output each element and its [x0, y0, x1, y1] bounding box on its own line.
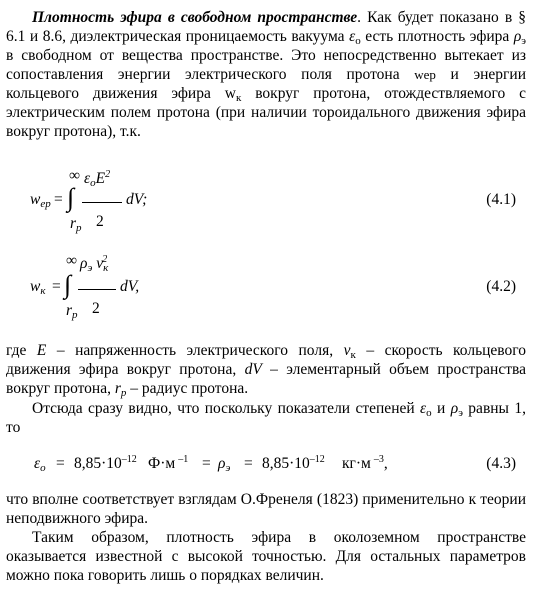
symbol-w: w — [224, 85, 236, 102]
equation-4-1 — [0, 163, 535, 233]
equation-4-3 — [0, 453, 535, 477]
eq-differential: dV; — [126, 191, 148, 208]
paragraph-intro — [6, 8, 526, 141]
text-segment: – скорость кольцевого движения эфира вокруг протона, — [6, 342, 526, 378]
fraction-line — [82, 202, 122, 203]
text-segment: – радиус протона. — [126, 380, 249, 397]
symbol-r: r — [114, 380, 121, 397]
text-segment: и — [431, 400, 451, 417]
text-segment: есть плотность эфира — [360, 28, 514, 45]
eq-value: $8,85\cdot 10^{-12}$ — [74, 454, 137, 472]
text-segment: – напряженность электрического поля, — [46, 342, 344, 359]
eq-equals: = — [244, 455, 253, 472]
symbol-rho: ρ — [513, 28, 522, 45]
eq-value: $8,85\cdot 10^{-12}$ — [262, 454, 325, 472]
fraction-numerator: $\rho_э$ $v_к^2$ — [80, 254, 109, 274]
text-segment: – элементарный объем пространства вокруг протона, — [6, 361, 526, 397]
symbol-subscript: к — [235, 92, 242, 104]
symbol-dV: dV — [244, 361, 262, 378]
paragraph-definitions — [6, 341, 526, 398]
symbol-subscript: о — [355, 35, 361, 47]
symbol-rho: ρ — [450, 400, 459, 417]
eq-lhs: $w_{ер}$ — [30, 191, 51, 210]
integral-lower-limit: $r_p$ — [66, 302, 78, 321]
fraction-line — [78, 289, 116, 290]
text-segment: . Как будет показано в § 6.1 и 8.6, диэлектрическая проницаемость вакуума — [6, 9, 526, 45]
symbol-epsilon: ε — [420, 400, 427, 417]
paragraph-exponents — [6, 399, 526, 437]
eq-equals: = — [52, 278, 61, 295]
eq-unit: Ф·м $^{-1}$ — [148, 454, 189, 472]
symbol-subscript: о — [426, 407, 432, 419]
eq-rho: $\rho_э$ — [218, 455, 231, 474]
integral-upper-limit: ∞ — [66, 252, 78, 269]
eq-equals: = — [54, 191, 63, 208]
symbol-subscript: э — [521, 35, 526, 47]
text-segment: и энергии кольцевого движения эфира — [6, 66, 526, 102]
symbol-E: E — [36, 342, 47, 359]
symbol-subscript: к — [350, 349, 356, 361]
eq-lhs: $w_к$ — [30, 278, 46, 297]
fraction-numerator: $\varepsilon_оE^2$ — [84, 169, 111, 189]
eq-differential: dV, — [120, 278, 140, 295]
equation-number: (4.3) — [486, 455, 516, 472]
text-segment: Отсюда сразу видно, что поскольку показатели степеней — [32, 400, 421, 417]
eq-unit: кг·м $^{-3}$, — [342, 454, 388, 472]
integral-lower-limit: $r_p$ — [70, 215, 82, 234]
paragraph-fresnel: что вполне соответствует взглядам О.Френеля (1823) применительно к теории неподвижного эфира. — [6, 491, 526, 527]
text-segment: вокруг протона, отождествляемого с электрическим полем протона (при наличии тороидального движения эфира вокруг протона), т.к. — [6, 85, 526, 140]
symbol-v: v — [343, 342, 351, 359]
text-segment: в свободном от вещества пространстве. Это непосредственно вытекает из сопоставления энергии электрического поля протона — [6, 47, 526, 83]
fraction-denominator: 2 — [92, 300, 100, 317]
equation-number: (4.2) — [486, 278, 516, 295]
symbol-subscript: э — [458, 407, 463, 419]
paragraph-conclusion: Таким образом, плотность эфира в околоземном пространстве оказывается известной с высокой точностью. Для остальных параметров можно пока говорить лишь о порядках величин. — [6, 529, 526, 584]
eq-equals: = — [56, 455, 65, 472]
eq-epsilon: $\varepsilon_о$ — [34, 455, 46, 474]
text-segment: равны 1, то — [6, 400, 526, 436]
integral-sign: ∫ — [64, 270, 72, 299]
symbol-wep: wер — [414, 67, 436, 82]
symbol-subscript: p — [120, 387, 127, 399]
fraction-denominator: 2 — [96, 213, 104, 230]
eq-equals: = — [202, 455, 211, 472]
symbol-epsilon: ε — [349, 28, 356, 45]
text-segment: где — [6, 342, 37, 359]
section-lead-title: Плотность эфира в свободном пространстве — [32, 9, 358, 26]
equation-number: (4.1) — [486, 191, 516, 208]
integral-upper-limit: ∞ — [69, 167, 81, 184]
equation-4-2 — [0, 248, 535, 321]
integral-sign: ∫ — [67, 183, 75, 212]
